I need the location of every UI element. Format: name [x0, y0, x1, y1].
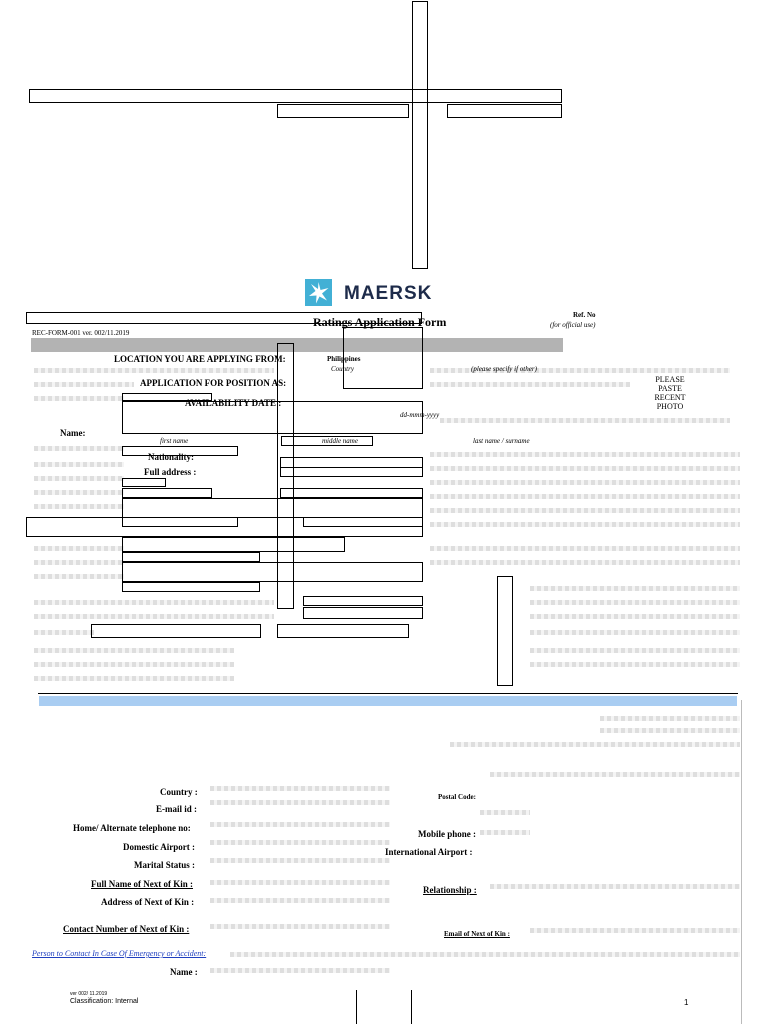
date-format-hint: dd-mmm-yyyy	[400, 411, 440, 419]
top-vertical-bar	[412, 1, 428, 269]
location-country-box[interactable]	[343, 327, 423, 389]
footer-classification: Classification: Internal	[70, 998, 139, 1005]
blur-row	[490, 884, 740, 889]
field-input-d[interactable]	[122, 582, 260, 592]
blur-row	[430, 494, 740, 499]
divider-line	[38, 693, 738, 694]
blur-row	[34, 490, 124, 495]
blur-row	[34, 446, 124, 451]
address-input-3[interactable]	[122, 478, 166, 487]
field-input-b[interactable]	[122, 552, 260, 562]
kin-email-label: Email of Next of Kin :	[444, 930, 510, 938]
wide-frame	[26, 517, 423, 537]
blur-row	[530, 586, 740, 591]
blur-row	[430, 508, 740, 513]
location-other-note: (please specify if other)	[471, 365, 537, 373]
blur-row	[430, 522, 740, 527]
kin-contact-label: Contact Number of Next of Kin :	[63, 924, 190, 934]
field-input-f[interactable]	[303, 607, 423, 619]
blur-row	[530, 630, 740, 635]
vertical-bar-left	[277, 343, 294, 609]
field-input-a[interactable]	[122, 537, 345, 552]
location-label: LOCATION YOU ARE APPLYING FROM:	[114, 354, 286, 364]
blur-row	[430, 560, 740, 565]
first-name-hint: first name	[160, 437, 189, 445]
availability-label: AVAILABILITY DATE :	[185, 398, 282, 408]
mobile-label: Mobile phone :	[418, 829, 477, 839]
brand-name: MAERSK	[344, 283, 433, 304]
middle-name-input[interactable]	[281, 436, 373, 446]
address-input-4[interactable]	[122, 488, 212, 498]
field-input-g[interactable]	[91, 624, 261, 638]
marital-status-label: Marital Status :	[134, 860, 195, 870]
blur-row	[600, 728, 740, 733]
blur-row	[440, 418, 730, 423]
blur-row	[530, 662, 740, 667]
footer-version: ver 002/ 11.2019	[70, 991, 108, 997]
blur-row	[600, 716, 740, 721]
grey-band	[31, 338, 563, 352]
location-sub: Country	[331, 365, 354, 373]
ref-note: (for official use)	[550, 321, 596, 329]
blur-row	[34, 382, 134, 387]
blur-row	[210, 786, 390, 791]
blur-row	[34, 368, 274, 373]
blur-row	[34, 574, 124, 579]
blur-row	[210, 898, 390, 903]
blur-row	[34, 662, 234, 667]
address-input-2[interactable]	[280, 467, 423, 477]
top-wide-box	[29, 89, 562, 103]
blur-row	[530, 600, 740, 605]
bottom-vline-right	[411, 990, 412, 1024]
home-phone-label: Home/ Alternate telephone no:	[73, 823, 191, 833]
blur-row	[210, 968, 390, 973]
field-input-h[interactable]	[277, 624, 409, 638]
blur-row	[210, 822, 390, 827]
kin-name-label: Full Name of Next of Kin :	[91, 879, 193, 889]
blur-row	[34, 546, 124, 551]
blur-row	[450, 742, 740, 747]
top-box-right	[447, 104, 562, 118]
blur-row	[34, 648, 234, 653]
blur-row	[34, 396, 124, 401]
bottom-vline-left	[356, 990, 357, 1024]
address-label: Full address :	[144, 467, 197, 477]
blur-row	[480, 810, 530, 815]
right-edge-line	[741, 700, 742, 1024]
blur-row	[430, 452, 740, 457]
address-input-6[interactable]	[122, 498, 423, 518]
field-input-c[interactable]	[122, 562, 423, 582]
blur-row	[34, 504, 124, 509]
blur-row	[530, 648, 740, 653]
page-number: 1	[684, 998, 689, 1007]
domestic-airport-label: Domestic Airport :	[123, 842, 195, 852]
name-label: Name:	[60, 428, 86, 438]
intl-airport-label: International Airport :	[385, 847, 473, 857]
blur-row	[430, 466, 740, 471]
form-code: REC-FORM-001 ver. 002/11.2019	[32, 329, 130, 337]
blur-row	[34, 462, 124, 467]
postal-code-label: Postal Code:	[438, 793, 476, 801]
kin-address-label: Address of Next of Kin :	[101, 897, 195, 907]
vertical-bar-right	[497, 576, 513, 686]
blur-row	[34, 560, 124, 565]
relationship-label: Relationship :	[423, 885, 477, 895]
position-label: APPLICATION FOR POSITION AS:	[140, 378, 287, 388]
blur-row	[430, 382, 630, 387]
address-input-5[interactable]	[280, 488, 423, 498]
blur-row	[210, 924, 390, 929]
emergency-name-label: Name :	[170, 967, 198, 977]
blue-band	[39, 696, 737, 706]
blur-row	[430, 480, 740, 485]
star-icon	[305, 279, 332, 306]
blur-row	[210, 840, 390, 845]
photo-placeholder: PLEASE PASTE RECENT PHOTO	[654, 375, 686, 411]
blur-row	[34, 630, 94, 635]
nationality-input[interactable]	[122, 446, 238, 456]
blur-row	[530, 614, 740, 619]
blur-row	[34, 614, 274, 619]
field-input-e[interactable]	[303, 596, 423, 606]
ref-label: Ref. No	[573, 311, 596, 319]
maersk-logo	[305, 279, 435, 307]
emergency-heading: Person to Contact In Case Of Emergency or Accident:	[32, 949, 207, 958]
blur-row	[230, 952, 740, 957]
blur-row	[34, 476, 124, 481]
blur-row	[430, 546, 740, 551]
form-title: Ratings Application Form	[313, 315, 447, 329]
location-value: Philippines	[327, 355, 361, 363]
blur-row	[210, 880, 390, 885]
blur-row	[530, 928, 740, 933]
blur-row	[490, 772, 740, 777]
blur-row	[34, 676, 234, 681]
country-label: Country :	[160, 787, 198, 797]
last-name-hint: last name / surname	[473, 437, 530, 445]
blur-row	[480, 830, 530, 835]
blur-row	[210, 858, 390, 863]
top-box-left	[277, 104, 409, 118]
blur-row	[34, 600, 274, 605]
availability-input[interactable]	[122, 398, 423, 434]
middle-name-hint: middle name	[322, 437, 358, 445]
blur-row	[210, 800, 390, 805]
email-label: E-mail id :	[156, 804, 198, 814]
nationality-label: Nationality:	[148, 452, 194, 462]
